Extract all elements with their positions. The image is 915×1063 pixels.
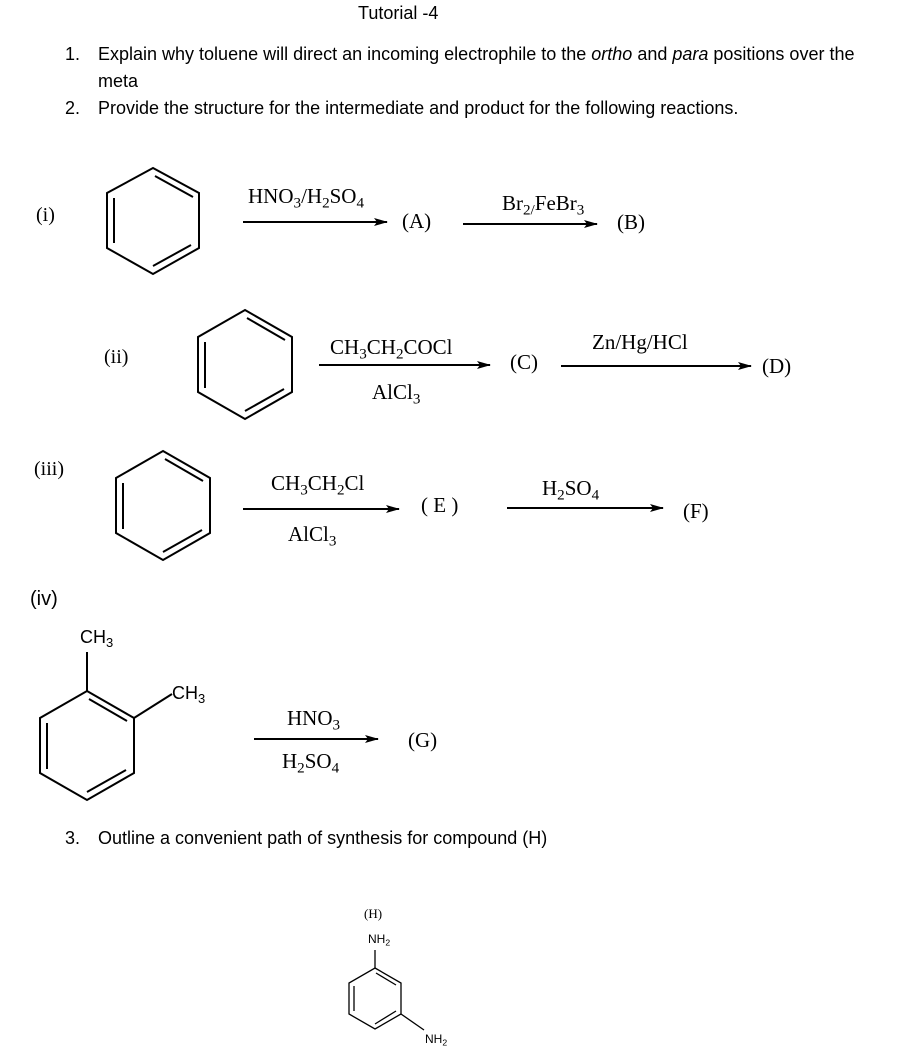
question-1-number: 1. bbox=[65, 44, 81, 64]
reaction-iv-reagent-top: $HNO_3$ bbox=[287, 706, 341, 734]
reaction-i-reagent-1: $HNO_3/H_2SO_4$ bbox=[248, 184, 365, 212]
benzene-ring-ii bbox=[198, 310, 292, 419]
question-1-text-line2: meta bbox=[98, 71, 139, 91]
reaction-iii-reagent-bottom: AlCl$_3$ bbox=[288, 522, 337, 550]
compound-h-label: (H) bbox=[364, 906, 383, 921]
compound-h-ring bbox=[349, 950, 424, 1030]
reaction-ii-reagent-bottom: AlCl$_3$ bbox=[372, 380, 421, 408]
amine-label-top: $NH_2$ bbox=[368, 932, 391, 948]
product-f: (F) bbox=[683, 499, 709, 523]
amine-bond-meta bbox=[401, 1014, 424, 1030]
question-1-text: Explain why toluene will direct an incoming electrophile to the ortho and para positions over the bbox=[98, 44, 855, 64]
reaction-iii-reagent-2: $H_2SO_4$ bbox=[542, 476, 600, 504]
benzene-ring-i bbox=[107, 168, 199, 274]
xylene-ring-iv bbox=[40, 652, 172, 800]
reaction-iv-label: (iv) bbox=[30, 588, 58, 610]
product-d: (D) bbox=[762, 354, 792, 378]
reaction-i-reagent-2: $Br_{2/}FeBr_3$ bbox=[502, 191, 585, 219]
page-title: Tutorial -4 bbox=[358, 3, 439, 23]
benzene-ring-iii bbox=[116, 451, 210, 560]
reaction-i-label: (i) bbox=[36, 204, 55, 226]
amine-label-meta: $NH_2$ bbox=[425, 1032, 448, 1048]
reaction-iii-label: (iii) bbox=[34, 458, 64, 480]
question-3-number: 3. bbox=[65, 828, 81, 848]
question-3-text: Outline a convenient path of synthesis for compound (H) bbox=[98, 828, 548, 848]
question-2-number: 2. bbox=[65, 98, 81, 118]
reaction-iv-reagent-bottom: $H_2SO_4$ bbox=[282, 749, 340, 777]
question-2-text: Provide the structure for the intermediate and product for the following reactions. bbox=[98, 98, 739, 118]
methyl-bond-2 bbox=[134, 694, 172, 718]
product-c: (C) bbox=[510, 350, 538, 374]
methyl-label-2: $CH_3$ bbox=[172, 683, 206, 706]
reaction-iii-reagent-top: $CH_3CH_2Cl$ bbox=[271, 471, 365, 499]
product-b: (B) bbox=[617, 210, 645, 234]
product-e: ( E ) bbox=[421, 493, 459, 517]
product-g: (G) bbox=[408, 728, 438, 752]
reaction-ii-reagent-2: Zn/Hg/HCl bbox=[592, 330, 688, 354]
reaction-ii-reagent-top: $CH_3CH_2COCl$ bbox=[330, 335, 453, 363]
product-a: (A) bbox=[402, 209, 432, 233]
reaction-ii-label: (ii) bbox=[104, 346, 129, 368]
methyl-label-1: $CH_3$ bbox=[80, 627, 114, 650]
